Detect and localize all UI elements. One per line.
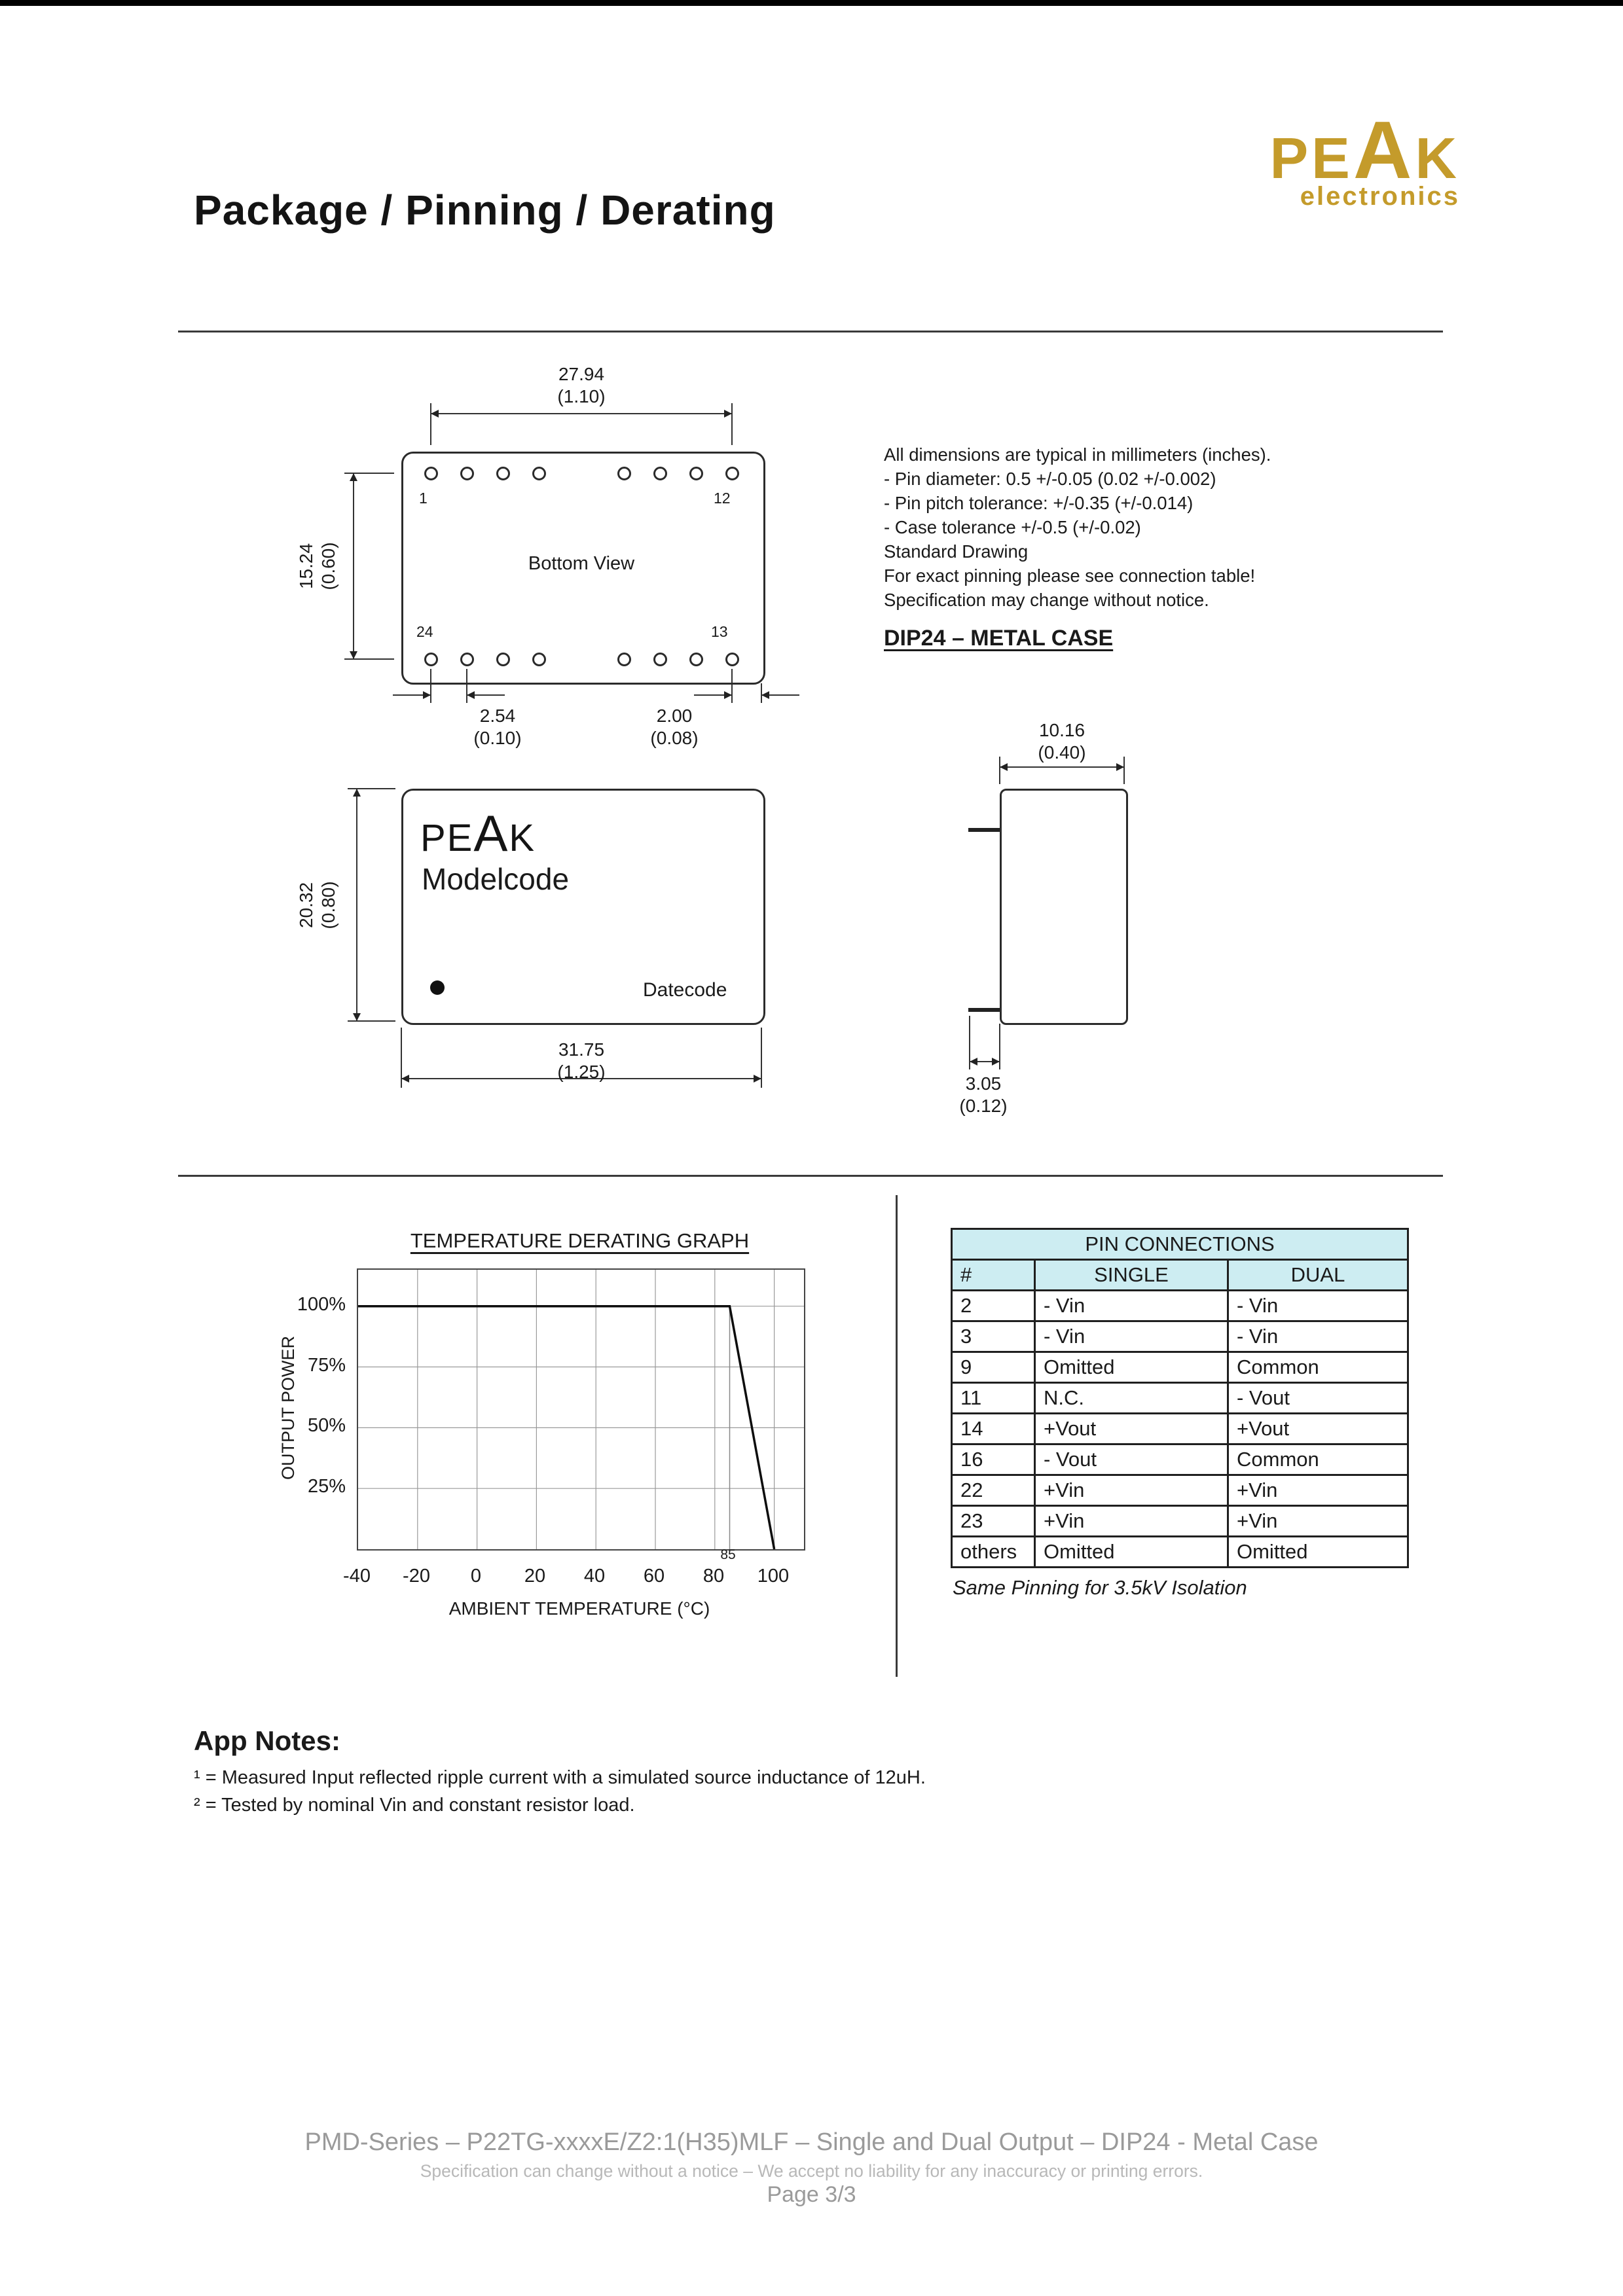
datecode-label: Datecode	[643, 979, 727, 1001]
pin-hole	[424, 653, 438, 666]
pin-hole	[617, 467, 631, 480]
divider-top	[178, 331, 1443, 332]
pin-cell: 2	[952, 1291, 1035, 1321]
pin-cell: 9	[952, 1352, 1035, 1383]
pin-hole	[653, 653, 667, 666]
note-line: Standard Drawing	[884, 541, 1029, 562]
pin-cell: Omitted	[1035, 1352, 1228, 1383]
table-title: PIN CONNECTIONS	[952, 1229, 1408, 1260]
dim-width-mm: 27.94	[558, 364, 605, 384]
table-title-row	[952, 1229, 1408, 1260]
pin-number-13: 13	[711, 623, 728, 640]
pin-hole	[725, 653, 739, 666]
logo-letter-pe: PE	[1269, 126, 1353, 190]
x-tick-label: 100	[757, 1566, 790, 1587]
dim-case-width-in: (1.25)	[557, 1062, 606, 1082]
pin-cell: 11	[952, 1383, 1035, 1414]
derating-plot	[357, 1268, 805, 1551]
pin-hole	[689, 467, 703, 480]
column-header-number: #	[952, 1260, 1035, 1291]
note-line: - Pin diameter: 0.5 +/-0.05 (0.02 +/-0.002)	[884, 469, 1216, 489]
note-line: Specification may change without notice.	[884, 590, 1209, 610]
pin-cell: N.C.	[1035, 1383, 1228, 1414]
pin-hole	[689, 653, 703, 666]
table-row	[952, 1444, 1408, 1475]
dim-pitch-in: (0.10)	[473, 728, 522, 748]
pin-cell: +Vout	[1035, 1414, 1228, 1444]
column-header-single: SINGLE	[1035, 1260, 1228, 1291]
footer-page-number: Page 3/3	[767, 2182, 856, 2207]
divider-vertical	[896, 1195, 898, 1677]
pin-hole	[725, 467, 739, 480]
note-line: For exact pinning please see connection table!	[884, 565, 1256, 586]
pin-cell: Common	[1228, 1444, 1408, 1475]
pin-number-1: 1	[419, 490, 428, 507]
y-tick-label: 50%	[307, 1415, 346, 1436]
dim-case-height-label	[295, 807, 342, 1003]
knee-annotation: 85	[720, 1547, 736, 1562]
brand-letter-a: A	[473, 804, 509, 862]
pin-cell: - Vin	[1035, 1321, 1228, 1352]
note-line: - Case tolerance +/-0.5 (+/-0.02)	[884, 517, 1141, 537]
pin-hole	[617, 653, 631, 666]
peak-logo	[1185, 105, 1460, 211]
pin-cell: - Vin	[1228, 1291, 1408, 1321]
footer-series-line: PMD-Series – P22TG-xxxxE/Z2:1(H35)MLF – Single and Dual Output – DIP24 - Metal Case	[304, 2128, 1319, 2156]
table-row	[952, 1383, 1408, 1414]
note-line: - Pin pitch tolerance: +/-0.35 (+/-0.014)	[884, 493, 1194, 513]
pin-cell: +Vin	[1035, 1506, 1228, 1537]
pin-hole	[496, 653, 510, 666]
dim-edge-mm: 2.00	[656, 706, 693, 726]
table-row	[952, 1414, 1408, 1444]
x-tick-label: 20	[524, 1566, 546, 1587]
dim-case-width-mm: 31.75	[558, 1039, 605, 1060]
logo-wordmark	[1185, 105, 1460, 196]
pin-hole	[496, 467, 510, 480]
divider-middle	[178, 1175, 1443, 1177]
dim-pin-offset-mm: 3.05	[965, 1073, 1002, 1094]
pin-cell: - Vout	[1228, 1383, 1408, 1414]
side-view-case	[1000, 789, 1128, 1025]
dim-width-in: (1.10)	[557, 386, 606, 406]
pin-cell: Omitted	[1228, 1537, 1408, 1568]
y-axis-label: OUTPUT POWER	[278, 1336, 298, 1480]
dim-pitch-mm: 2.54	[479, 706, 516, 726]
pin-hole	[424, 467, 438, 480]
x-tick-label: 80	[702, 1566, 725, 1587]
pin-cell: 22	[952, 1475, 1035, 1506]
dim-case-height-in: (0.80)	[318, 881, 338, 929]
table-row	[952, 1506, 1408, 1537]
page-title: Package / Pinning / Derating	[194, 187, 776, 234]
pin-connections-table	[951, 1228, 1409, 1568]
column-header-dual: DUAL	[1228, 1260, 1408, 1291]
pin-cell: 16	[952, 1444, 1035, 1475]
table-row	[952, 1352, 1408, 1383]
dim-case-height-mm: 20.32	[296, 882, 316, 929]
pin-cell: - Vin	[1228, 1321, 1408, 1352]
pin-cell: +Vin	[1228, 1506, 1408, 1537]
table-header-row	[952, 1260, 1408, 1291]
pin-table-header	[952, 1229, 1408, 1291]
pin-cell: - Vout	[1035, 1444, 1228, 1475]
dim-depth-mm: 10.16	[1038, 720, 1085, 740]
page-top-edge	[0, 0, 1623, 6]
y-tick-label: 75%	[307, 1355, 346, 1376]
dim-pin-offset-in: (0.12)	[959, 1096, 1008, 1116]
brand-letter-pe: PE	[420, 817, 474, 859]
logo-subtitle: electronics	[1300, 182, 1460, 211]
y-tick-label: 100%	[297, 1294, 346, 1315]
pin-hole	[460, 653, 474, 666]
front-view-brand	[420, 804, 536, 862]
logo-letter-k: K	[1415, 126, 1460, 190]
dim-height-mm: 15.24	[296, 543, 316, 590]
dim-height-label	[295, 468, 342, 664]
pin-cell: 14	[952, 1414, 1035, 1444]
dim-depth-in: (0.40)	[1038, 742, 1086, 762]
pin-cell: 23	[952, 1506, 1035, 1537]
x-axis-label: AMBIENT TEMPERATURE (°C)	[448, 1598, 710, 1619]
logo-letter-a: A	[1353, 105, 1415, 196]
pin-cell: - Vin	[1035, 1291, 1228, 1321]
table-row	[952, 1475, 1408, 1506]
pin-hole	[653, 467, 667, 480]
derating-plot-svg	[358, 1270, 804, 1549]
footer-disclaimer: Specification can change without a notice – We accept no liability for any inaccuracy or printing errors.	[420, 2161, 1203, 2181]
app-note-line: ² = Tested by nominal Vin and constant resistor load.	[194, 1795, 635, 1816]
pin-cell: +Vout	[1228, 1414, 1408, 1444]
pin-hole	[460, 467, 474, 480]
pin-cell: +Vin	[1228, 1475, 1408, 1506]
x-tick-label: 40	[583, 1566, 606, 1587]
chart-title: TEMPERATURE DERATING GRAPH	[410, 1229, 750, 1252]
app-notes-heading: App Notes:	[194, 1725, 340, 1756]
note-line: All dimensions are typical in millimeters (inches).	[884, 444, 1271, 465]
modelcode-label: Modelcode	[422, 862, 570, 896]
pin-number-12: 12	[714, 490, 731, 507]
pin1-marker-dot	[430, 980, 445, 995]
brand-letter-k: K	[509, 817, 536, 859]
table-row	[952, 1537, 1408, 1568]
pin-hole	[532, 653, 546, 666]
x-tick-label: -40	[343, 1566, 371, 1587]
y-tick-label: 25%	[307, 1476, 346, 1497]
table-row	[952, 1321, 1408, 1352]
pin-cell: Omitted	[1035, 1537, 1228, 1568]
dimension-notes	[884, 442, 1271, 612]
pin-hole	[532, 467, 546, 480]
pin-number-24: 24	[416, 623, 433, 640]
pin-table-body	[952, 1291, 1408, 1568]
dim-height-in: (0.60)	[318, 542, 338, 590]
pin-cell: 3	[952, 1321, 1035, 1352]
dim-edge-in: (0.08)	[650, 728, 699, 748]
x-tick-label: 60	[643, 1566, 665, 1587]
pin-cell: others	[952, 1537, 1035, 1568]
app-note-line: ¹ = Measured Input reflected ripple current with a simulated source inductance of 12uH.	[194, 1767, 926, 1788]
table-row	[952, 1291, 1408, 1321]
table-caption: Same Pinning for 3.5kV Isolation	[953, 1576, 1247, 1599]
x-tick-label: -20	[403, 1566, 430, 1587]
pin-cell: +Vin	[1035, 1475, 1228, 1506]
pin-cell: Common	[1228, 1352, 1408, 1383]
x-tick-label: 0	[470, 1566, 482, 1587]
case-heading: DIP24 – METAL CASE	[884, 626, 1114, 651]
bottom-view-label: Bottom View	[528, 553, 635, 574]
